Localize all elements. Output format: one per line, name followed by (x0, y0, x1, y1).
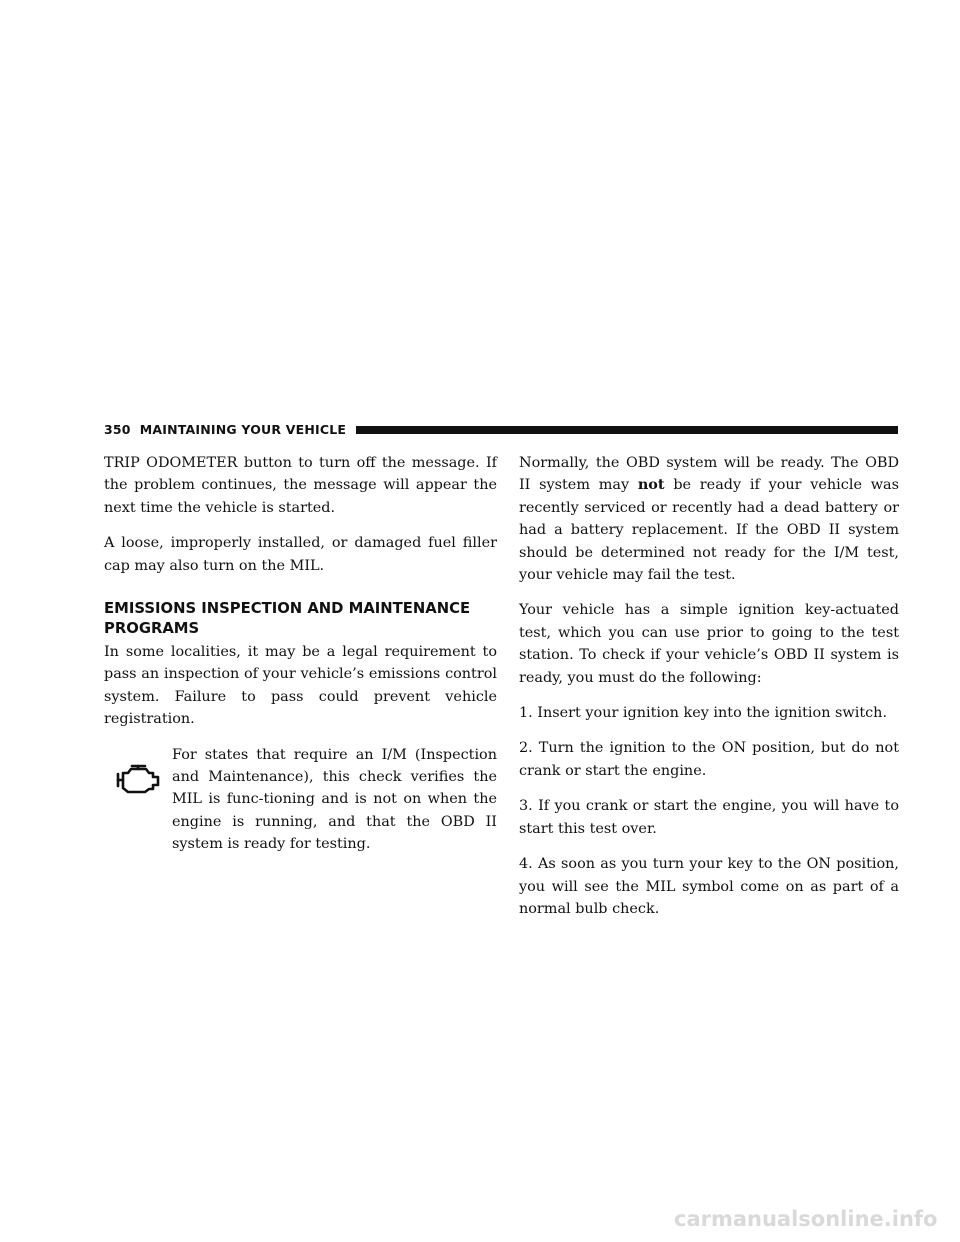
step-4: 4. As soon as you turn your key to the ON position, you will see the MIL symbol come on as part of a normal bulb check. (519, 856, 899, 917)
step-2: 2. Turn the ignition to the ON position, but do not crank or start the engine. (519, 740, 899, 779)
emphasis-not: not (637, 476, 665, 494)
right-column (519, 452, 899, 933)
page-header (104, 420, 898, 438)
left-column (104, 452, 497, 869)
paragraph-legal-requirement: In some localities, it may be a legal requirement to pass an inspection of your vehicle’s emissions control system. Failure to pass could prevent vehicle registration. (104, 644, 497, 728)
mil-note (104, 744, 497, 856)
text-run: Normally, the OBD system will be ready. The OBD II system may (519, 455, 899, 494)
check-engine-icon (116, 764, 162, 794)
header-rule (356, 426, 898, 434)
paragraph-obd-ready (519, 452, 899, 586)
paragraph-im-check: For states that require an I/M (Inspection and Maintenance), this check verifies the MIL is func-tioning and is not on when the engine is running, and that the OBD II system is ready for testing. (172, 746, 497, 853)
section-title: MAINTAINING YOUR VEHICLE (139, 421, 347, 437)
text-run: be ready if your vehicle was recently serviced or recently had a dead battery or had a battery replacement. If the OBD II system should be determined not ready for the I/M test, your vehicle may fail the test. (519, 477, 899, 584)
paragraph-fuel-cap: A loose, improperly installed, or damaged fuel filler cap may also turn on the MIL. (104, 535, 497, 574)
paragraph-key-test: Your vehicle has a simple ignition key-actuated test, which you can use prior to going to the test station. To check if your vehicle’s OBD II system is ready, you must do the following: (519, 602, 899, 686)
watermark-text: carmanualsonline.info (674, 1207, 938, 1231)
paragraph-trip-odometer: TRIP ODOMETER button to turn off the message. If the problem continues, the message will appear the next time the vehicle is started. (104, 455, 497, 516)
page-number: 350 (104, 421, 131, 437)
step-1: 1. Insert your ignition key into the ignition switch. (519, 705, 888, 722)
watermark-logo (672, 1202, 952, 1234)
section-heading: EMISSIONS INSPECTION AND MAINTENANCE PROGRAMS (104, 600, 471, 638)
step-3: 3. If you crank or start the engine, you will have to start this test over. (519, 798, 899, 837)
